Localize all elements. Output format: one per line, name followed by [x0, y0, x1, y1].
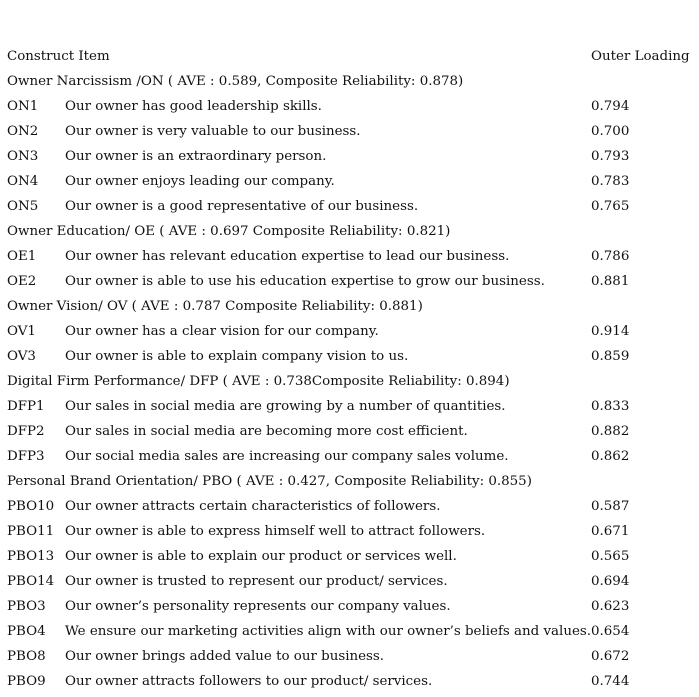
item-text: We ensure our marketing activities align with our owner’s beliefs and values.: [65, 624, 591, 639]
item-code: ON1: [7, 99, 39, 114]
item-code: ON2: [7, 124, 39, 139]
item-loading: 0.783: [591, 174, 630, 189]
section-header-row: [7, 69, 692, 94]
item-loading: 0.744: [591, 674, 630, 689]
item-code: PBO11: [7, 524, 55, 539]
item-code: PBO8: [7, 649, 46, 664]
section-title: Owner Vision/ OV ( AVE : 0.787 Composite Reliability: 0.881): [7, 299, 423, 314]
item-text: Our owner is trusted to represent our product/ services.: [65, 574, 448, 589]
table-row: [7, 444, 692, 469]
item-loading: 0.565: [591, 549, 630, 564]
item-text: Our owner is able to use his education expertise to grow our business.: [65, 274, 545, 289]
table-row: [7, 419, 692, 444]
item-text: Our sales in social media are growing by a number of quantities.: [65, 399, 506, 414]
table-row: [7, 619, 692, 644]
item-loading: 0.765: [591, 199, 630, 214]
item-code: OE1: [7, 249, 37, 264]
item-loading: 0.833: [591, 399, 630, 414]
item-text: Our owner is very valuable to our business.: [65, 124, 361, 139]
section-title: Personal Brand Orientation/ PBO ( AVE : 0.427, Composite Reliability: 0.855): [7, 474, 532, 489]
table-row: [7, 569, 692, 594]
header-construct-item: Construct Item: [7, 49, 110, 64]
table-row: [7, 544, 692, 569]
item-loading: 0.587: [591, 499, 630, 514]
item-text: Our social media sales are increasing our company sales volume.: [65, 449, 509, 464]
table-row: [7, 269, 692, 294]
item-loading: 0.914: [591, 324, 630, 339]
table-header-row: [7, 44, 692, 69]
table-row: [7, 344, 692, 369]
table-body: [7, 69, 692, 694]
item-text: Our owner’s personality represents our company values.: [65, 599, 451, 614]
table-row: [7, 144, 692, 169]
table-row: [7, 119, 692, 144]
section-header-row: [7, 469, 692, 494]
item-text: Our owner has relevant education expertise to lead our business.: [65, 249, 510, 264]
item-loading: 0.881: [591, 274, 630, 289]
item-text: Our sales in social media are becoming more cost efficient.: [65, 424, 468, 439]
item-text: Our owner is able to explain our product or services well.: [65, 549, 457, 564]
item-code: PBO14: [7, 574, 55, 589]
item-loading: 0.859: [591, 349, 630, 364]
item-text: Our owner attracts certain characteristics of followers.: [65, 499, 441, 514]
section-header-row: [7, 294, 692, 319]
item-code: OV3: [7, 349, 36, 364]
table-row: [7, 94, 692, 119]
item-code: ON3: [7, 149, 39, 164]
item-loading: 0.793: [591, 149, 630, 164]
item-code: OE2: [7, 274, 37, 289]
section-header-row: [7, 219, 692, 244]
item-loading: 0.794: [591, 99, 630, 114]
item-loading: 0.882: [591, 424, 630, 439]
table-row: [7, 669, 692, 694]
table-row: [7, 644, 692, 669]
header-outer-loading: Outer Loading: [591, 49, 690, 64]
item-text: Our owner has good leadership skills.: [65, 99, 322, 114]
item-text: Our owner enjoys leading our company.: [65, 174, 335, 189]
item-loading: 0.694: [591, 574, 630, 589]
table-row: [7, 594, 692, 619]
outer-loading-table: [7, 44, 692, 694]
item-code: PBO3: [7, 599, 46, 614]
section-title: Owner Narcissism /ON ( AVE : 0.589, Composite Reliability: 0.878): [7, 74, 464, 89]
item-loading: 0.623: [591, 599, 630, 614]
item-code: DFP1: [7, 399, 45, 414]
item-code: PBO13: [7, 549, 55, 564]
item-code: PBO9: [7, 674, 46, 689]
table-row: [7, 169, 692, 194]
section-header-row: [7, 369, 692, 394]
item-code: OV1: [7, 324, 36, 339]
table-row: [7, 519, 692, 544]
item-loading: 0.672: [591, 649, 630, 664]
table-row: [7, 319, 692, 344]
item-loading: 0.786: [591, 249, 630, 264]
item-code: DFP2: [7, 424, 45, 439]
item-text: Our owner has a clear vision for our company.: [65, 324, 379, 339]
item-text: Our owner is a good representative of our business.: [65, 199, 419, 214]
item-text: Our owner attracts followers to our product/ services.: [65, 674, 433, 689]
item-loading: 0.654: [591, 624, 630, 639]
table-row: [7, 244, 692, 269]
item-code: PBO10: [7, 499, 55, 514]
item-text: Our owner brings added value to our business.: [65, 649, 385, 664]
section-title: Digital Firm Performance/ DFP ( AVE : 0.738Composite Reliability: 0.894): [7, 374, 510, 389]
item-text: Our owner is able to explain company vision to us.: [65, 349, 409, 364]
item-loading: 0.862: [591, 449, 630, 464]
item-loading: 0.671: [591, 524, 630, 539]
item-code: DFP3: [7, 449, 45, 464]
table-row: [7, 194, 692, 219]
item-text: Our owner is an extraordinary person.: [65, 149, 327, 164]
item-code: PBO4: [7, 624, 46, 639]
item-loading: 0.700: [591, 124, 630, 139]
item-text: Our owner is able to express himself well to attract followers.: [65, 524, 486, 539]
item-code: ON5: [7, 199, 39, 214]
table-row: [7, 394, 692, 419]
section-title: Owner Education/ OE ( AVE : 0.697 Composite Reliability: 0.821): [7, 224, 451, 239]
table-row: [7, 494, 692, 519]
item-code: ON4: [7, 174, 39, 189]
